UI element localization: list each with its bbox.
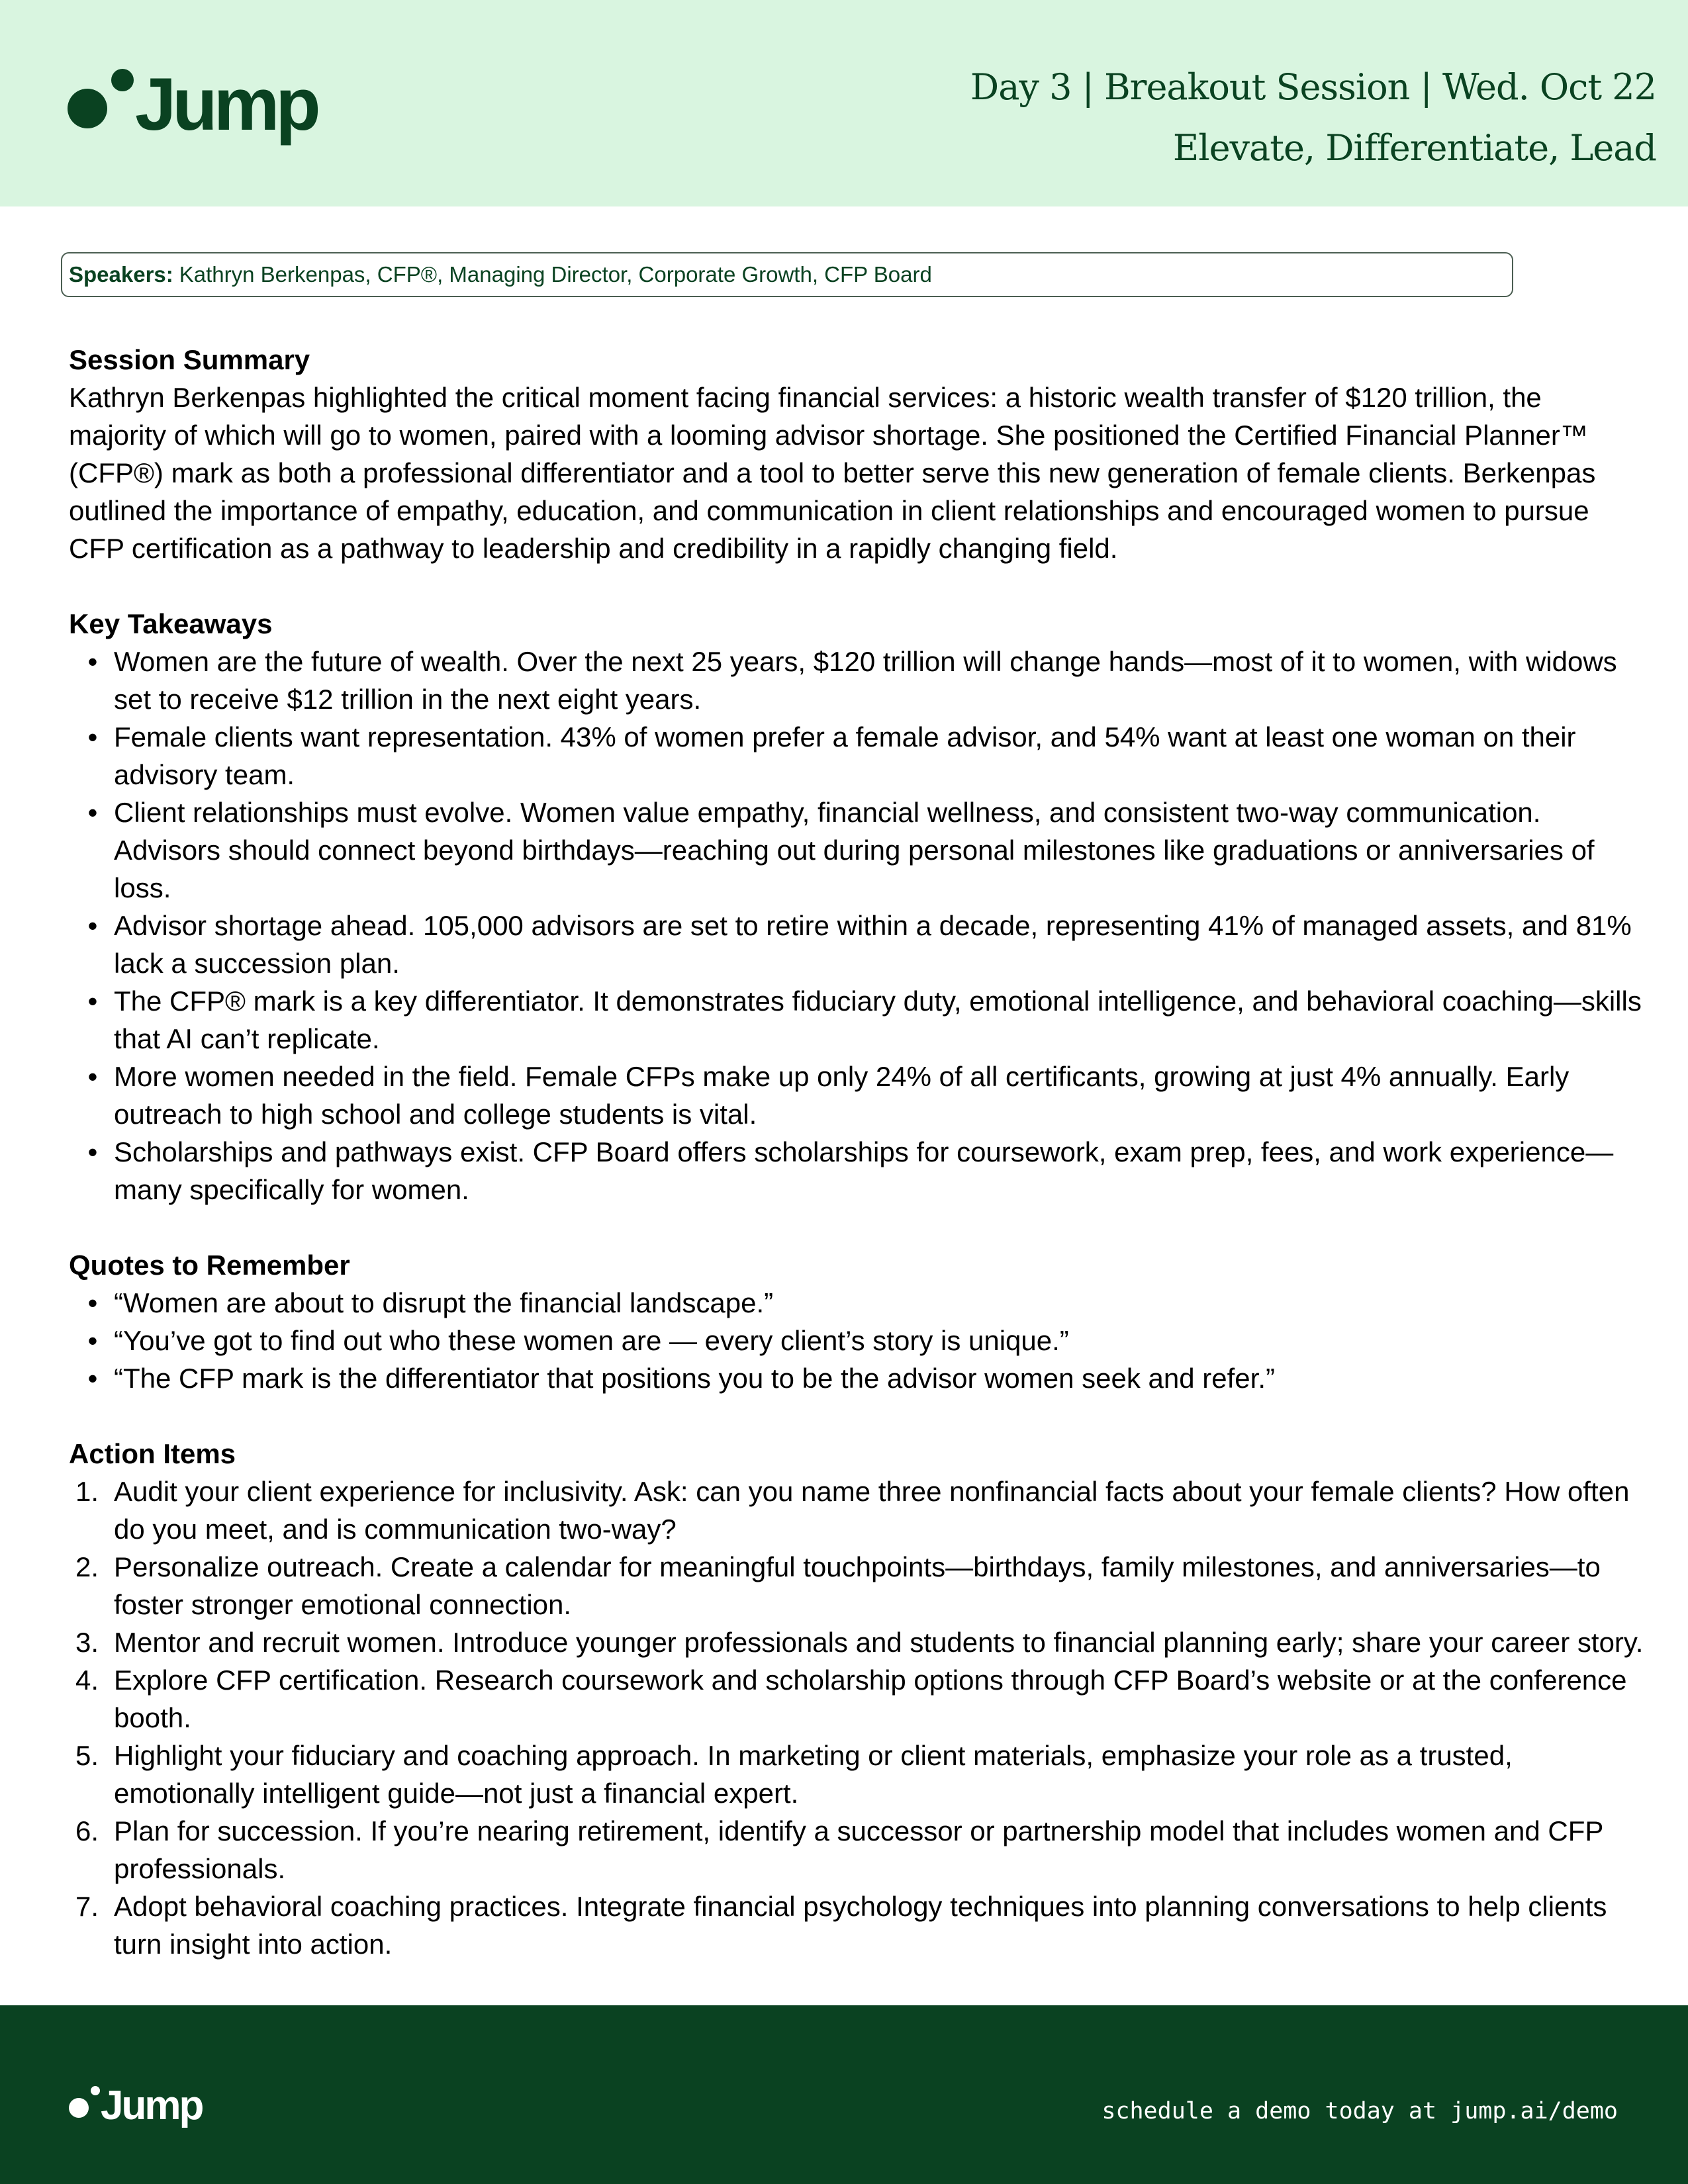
logo-dot-small-icon xyxy=(91,2086,100,2095)
bullet-icon: • xyxy=(87,910,98,941)
bullet-icon: • xyxy=(87,1363,98,1394)
bullet-icon: • xyxy=(87,1287,98,1318)
action-item-text: Explore CFP certification. Research coursework and scholarship options through CFP Board’s website or at the conference booth. xyxy=(114,1664,1627,1733)
page-footer xyxy=(0,2005,1688,2184)
list-item-text: Female clients want representation. 43% of women prefer a female advisor, and 54% want at least one woman on their advisory team. xyxy=(114,721,1576,790)
footer-logo-wordmark: Jump xyxy=(101,2083,203,2128)
item-number: 5. xyxy=(75,1740,99,1771)
action-item-text: Plan for succession. If you’re nearing retirement, identify a successor or partnership model that includes women and CFP professionals. xyxy=(114,1815,1603,1884)
quote-text: “Women are about to disrupt the financial landscape.” xyxy=(114,1287,774,1318)
bullet-icon: • xyxy=(87,1325,98,1356)
quote-text: “You’ve got to find out who these women are — every client’s story is unique.” xyxy=(114,1325,1069,1356)
quotes-section xyxy=(69,1246,1644,1397)
bullet-icon: • xyxy=(87,646,98,677)
list-item xyxy=(69,1133,1644,1208)
speakers-value: Kathryn Berkenpas, CFP®, Managing Director, Corporate Growth, CFP Board xyxy=(179,262,932,287)
footer-jump-logo xyxy=(69,2083,203,2128)
action-item-text: Personalize outreach. Create a calendar for meaningful touchpoints—birthdays, family milestones, and anniversaries—to foster stronger emotional connection. xyxy=(114,1551,1601,1620)
session-summary-section xyxy=(69,341,1644,567)
session-day-line: Day 3 | Breakout Session | Wed. Oct 22 xyxy=(970,66,1656,108)
session-summary-text: Kathryn Berkenpas highlighted the critical moment facing financial services: a historic wealth transfer of $120 trillion, the majority of which will go to women, paired with a looming advisor shortage. She positioned the Certified Financial Planner™ (CFP®) mark as both a professional differentiator and a tool to better serve this new generation of female clients. Berkenpas outlined the importance of empathy, education, and communication in client relationships and encouraged women to pursue CFP certification as a pathway to leadership and credibility in a rapidly changing field. xyxy=(69,382,1596,564)
quote-text: “The CFP mark is the differentiator that positions you to be the advisor women seek and refer.” xyxy=(114,1363,1275,1394)
logo-wordmark: Jump xyxy=(135,63,317,146)
list-item-text: The CFP® mark is a key differentiator. It demonstrates fiduciary duty, emotional intelligence, and behavioral coaching—skills that AI can’t replicate. xyxy=(114,985,1642,1054)
action-item-text: Audit your client experience for inclusivity. Ask: can you name three nonfinancial facts about your female clients? How often do you meet, and is communication two-way? xyxy=(114,1476,1630,1545)
action-item xyxy=(69,1623,1644,1661)
quote-item xyxy=(69,1284,1644,1322)
action-item xyxy=(69,1661,1644,1737)
quotes-heading: Quotes to Remember xyxy=(69,1250,350,1281)
list-item xyxy=(69,643,1644,718)
key-takeaways-heading: Key Takeaways xyxy=(69,608,273,639)
action-item xyxy=(69,1548,1644,1623)
session-title: Elevate, Differentiate, Lead xyxy=(1172,127,1656,169)
page-header xyxy=(0,0,1688,206)
logo-dot-large-icon xyxy=(68,89,107,128)
item-number: 4. xyxy=(75,1664,99,1696)
jump-logo xyxy=(68,63,317,146)
action-item-text: Adopt behavioral coaching practices. Integrate financial psychology techniques into planning conversations to help clients turn insight into action. xyxy=(114,1891,1607,1960)
list-item-text: Client relationships must evolve. Women value empathy, financial wellness, and consistent two-way communication. Advisors should connect beyond birthdays—reaching out during personal milestones like graduations or anniversaries of loss. xyxy=(114,797,1595,903)
item-number: 3. xyxy=(75,1627,99,1658)
session-info xyxy=(970,61,1656,175)
action-item-text: Highlight your fiduciary and coaching approach. In marketing or client materials, emphasize your role as a trusted, emotionally intelligent guide—not just a financial expert. xyxy=(114,1740,1513,1809)
list-item-text: More women needed in the field. Female CFPs make up only 24% of all certificants, growing at just 4% annually. Early outreach to high school and college students is vital. xyxy=(114,1061,1570,1130)
item-number: 2. xyxy=(75,1551,99,1582)
list-item xyxy=(69,982,1644,1058)
logo-dot-small-icon xyxy=(111,69,134,91)
bullet-icon: • xyxy=(87,985,98,1017)
speakers-box xyxy=(61,252,1513,297)
bullet-icon: • xyxy=(87,1136,98,1167)
quote-item xyxy=(69,1359,1644,1397)
bullet-icon: • xyxy=(87,1061,98,1092)
action-item xyxy=(69,1888,1644,1963)
action-item xyxy=(69,1737,1644,1812)
action-items-list xyxy=(69,1473,1644,1963)
list-item xyxy=(69,907,1644,982)
list-item xyxy=(69,718,1644,794)
list-item xyxy=(69,1058,1644,1133)
logo-dot-large-icon xyxy=(69,2098,89,2118)
list-item-text: Scholarships and pathways exist. CFP Board offers scholarships for coursework, exam prep, fees, and work experience—many specifically for women. xyxy=(114,1136,1614,1205)
action-item xyxy=(69,1812,1644,1888)
document-body xyxy=(69,341,1644,2001)
action-items-heading: Action Items xyxy=(69,1438,236,1469)
key-takeaways-list xyxy=(69,643,1644,1208)
list-item xyxy=(69,794,1644,907)
action-item-text: Mentor and recruit women. Introduce younger professionals and students to financial planning early; share your career story. xyxy=(114,1627,1644,1658)
action-item xyxy=(69,1473,1644,1548)
item-number: 1. xyxy=(75,1476,99,1507)
demo-cta-link[interactable]: schedule a demo today at jump.ai/demo xyxy=(1102,2098,1618,2124)
quote-item xyxy=(69,1322,1644,1359)
key-takeaways-section xyxy=(69,605,1644,1208)
bullet-icon: • xyxy=(87,721,98,752)
item-number: 7. xyxy=(75,1891,99,1922)
speakers-label: Speakers: xyxy=(69,262,173,287)
action-items-section xyxy=(69,1435,1644,1963)
list-item-text: Advisor shortage ahead. 105,000 advisors are set to retire within a decade, representing 41% of managed assets, and 81% lack a succession plan. xyxy=(114,910,1632,979)
list-item-text: Women are the future of wealth. Over the next 25 years, $120 trillion will change hands—most of it to women, with widows set to receive $12 trillion in the next eight years. xyxy=(114,646,1617,715)
session-summary-heading: Session Summary xyxy=(69,344,310,375)
bullet-icon: • xyxy=(87,797,98,828)
quotes-list xyxy=(69,1284,1644,1397)
item-number: 6. xyxy=(75,1815,99,1846)
